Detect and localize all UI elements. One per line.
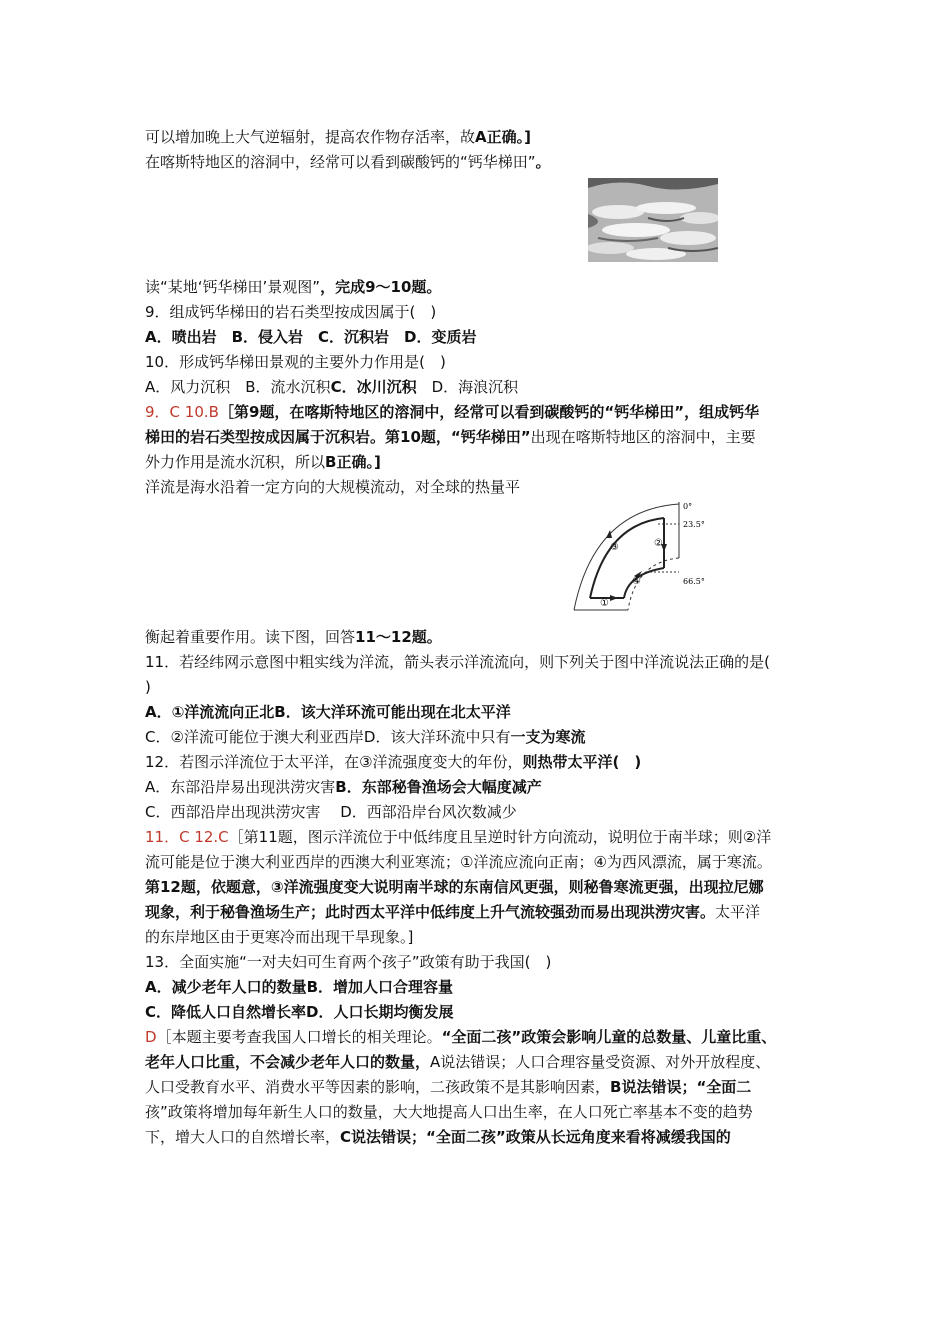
text-segment: A．①洋流流向正北B．该大洋环流可能出现在北太平洋 <box>145 703 511 721</box>
text-segment: ［第11题，图示洋流位于中低纬度且呈逆时针方向流动，说明位于南半球；则②洋 <box>228 828 772 846</box>
text-line <box>145 377 518 397</box>
text-segment: 。 <box>535 153 551 171</box>
text-line <box>145 352 446 372</box>
text-segment: ［本题主要考查我国人口增长的相关理论。 <box>156 1028 442 1046</box>
text-line <box>145 152 551 172</box>
text-line <box>145 627 442 647</box>
text-segment: A．减少老年人口的数量B．增加人口合理容量 <box>145 978 454 996</box>
text-segment: 11～12题。 <box>355 628 442 646</box>
text-segment: 衡起着重要作用。读下图，回答 <box>145 628 356 646</box>
text-segment: 外力作用是流水沉积，所以 <box>145 453 326 471</box>
text-segment: A．东部沿岸易出现洪涝灾害 <box>145 778 336 796</box>
text-line <box>145 977 453 997</box>
text-segment: 则热带太平洋( ) <box>522 753 642 771</box>
text-line <box>145 477 520 497</box>
text-segment: 11．若经纬网示意图中粗实线为洋流，箭头表示洋流流向，则下列关于图中洋流说法正确的是( <box>145 653 770 671</box>
text-segment: 洋流是海水沿着一定方向的大规模流动，对全球的热量平 <box>145 478 521 496</box>
text-segment: 太平洋 <box>715 903 761 921</box>
text-segment: 出现在喀斯特地区的溶洞中，主要 <box>530 428 756 446</box>
text-line <box>145 327 477 347</box>
text-segment: 第12题，依题意，③洋流强度变大说明南半球的东南信风更强，则秘鲁寒流更强，出现拉尼娜 <box>145 878 764 896</box>
ocean-current-diagram <box>566 498 716 618</box>
text-segment: 10．形成钙华梯田景观的主要外力作用是( ) <box>145 353 446 371</box>
text-line <box>145 452 381 472</box>
text-segment: 流可能是位于澳大利亚西岸的西澳大利亚寒流；①洋流应流向正南；④为西风漂流，属于寒流。 <box>145 853 772 871</box>
text-segment: 9．C 10.B <box>145 403 219 421</box>
text-segment: C．冰川沉积 <box>330 378 417 396</box>
text-segment: A．喷出岩 B．侵入岩 C．沉积岩 D．变质岩 <box>145 328 477 346</box>
text-line <box>145 752 641 772</box>
text-segment: 11．C 12.C <box>145 828 229 846</box>
text-line <box>145 677 151 697</box>
text-segment: D <box>145 1028 157 1046</box>
text-line <box>145 652 770 672</box>
text-line <box>145 877 764 897</box>
text-segment: 孩”政策将增加每年新生人口的数量，大大地提高人口出生率，在人口死亡率基本不变的趋势 <box>145 1103 753 1121</box>
text-line <box>145 727 586 747</box>
text-segment: C说法错误；“全面二孩”政策从长远角度来看将减缓我国的 <box>340 1128 731 1146</box>
text-segment: 梯田的岩石类型按成因属于沉积岩。第10题，“钙华梯田” <box>145 428 531 446</box>
text-line <box>145 852 772 872</box>
text-segment: 的东岸地区由于更寒冷而出现干旱现象。] <box>145 928 414 946</box>
text-line <box>145 1102 753 1122</box>
text-segment: 碳酸钙的“钙华梯田”，组成钙华 <box>544 403 760 421</box>
text-segment: 12．若图示洋流位于太平洋，在③洋流强度变大的年份， <box>145 753 523 771</box>
text-line <box>145 1077 751 1097</box>
text-segment: B正确。] <box>325 453 381 471</box>
text-segment: 13．全面实施“一对夫妇可生育两个孩子”政策有助于我国( ) <box>145 953 552 971</box>
text-segment: B．东部秘鲁渔场会大幅度减产 <box>335 778 542 796</box>
text-segment: B说法错误；“全面二 <box>610 1078 752 1096</box>
text-segment: ，完成9～10题。 <box>320 278 442 296</box>
text-segment: C．②洋流可能位于澳大利亚西岸D．该大洋环流中只有 <box>145 728 511 746</box>
text-line <box>145 427 756 447</box>
text-segment: 下，增大人口的自然增长率， <box>145 1128 341 1146</box>
text-line <box>145 1027 776 1047</box>
current-label-3: ③ <box>610 542 619 553</box>
current-label-4: ④ <box>632 576 641 587</box>
text-line <box>145 827 771 847</box>
travertine-terrace-photo <box>588 178 718 262</box>
text-segment: 老年人口比重，不会减少老年人口的数量， <box>145 1053 431 1071</box>
text-segment: 人口受教育水平、消费水平等因素的影响，二孩政策不是其影响因素， <box>145 1078 611 1096</box>
text-segment: 在喀斯特地区的溶洞中，经常可以看到碳酸钙的“钙华梯田” <box>145 153 536 171</box>
text-line <box>145 927 413 947</box>
text-segment: A说法错误；人口合理容量受资源、对外开放程度、 <box>430 1053 771 1071</box>
text-line <box>145 902 760 922</box>
current-label-1: ① <box>600 598 609 609</box>
text-line <box>145 952 551 972</box>
text-segment: 9．组成钙华梯田的岩石类型按成因属于( ) <box>145 303 437 321</box>
text-line <box>145 1052 770 1072</box>
text-segment: D．海浪沉积 <box>416 378 519 396</box>
text-line <box>145 802 517 822</box>
text-segment: “全面二孩”政策会影响儿童的总数量、儿童比重、 <box>441 1028 777 1046</box>
text-segment: C．降低人口自然增长率D．人口长期均衡发展 <box>145 1003 454 1021</box>
text-line <box>145 302 436 322</box>
text-segment: ［第9题，在喀斯特地区的溶洞中，经常可以看到 <box>218 403 545 421</box>
text-line <box>145 1002 453 1022</box>
text-line <box>145 402 759 422</box>
lat-label-23: 23.5° <box>683 520 705 529</box>
text-line <box>145 777 542 797</box>
text-segment: 现象，利于秘鲁渔场生产；此时西太平洋中低纬度上升气流较强劲而易出现洪涝灾害。 <box>145 903 716 921</box>
text-line <box>145 702 511 722</box>
lat-label-66: 66.5° <box>683 577 705 586</box>
text-line <box>145 127 531 147</box>
text-segment: 读“某地‘钙华梯田’景观图” <box>145 278 321 296</box>
current-label-2: ② <box>654 538 663 549</box>
lat-label-0: 0° <box>683 502 693 511</box>
text-segment: A正确。] <box>475 128 531 146</box>
text-segment: A．风力沉积 B．流水沉积 <box>145 378 331 396</box>
text-segment: 一支为寒流 <box>510 728 586 746</box>
text-segment: 可以增加晚上大气逆辐射，提高农作物存活率，故 <box>145 128 476 146</box>
text-segment: C．西部沿岸出现洪涝灾害 D．西部沿岸台风次数减少 <box>145 803 517 821</box>
text-line <box>145 1127 731 1147</box>
text-segment: ) <box>145 678 151 696</box>
text-line <box>145 277 441 297</box>
